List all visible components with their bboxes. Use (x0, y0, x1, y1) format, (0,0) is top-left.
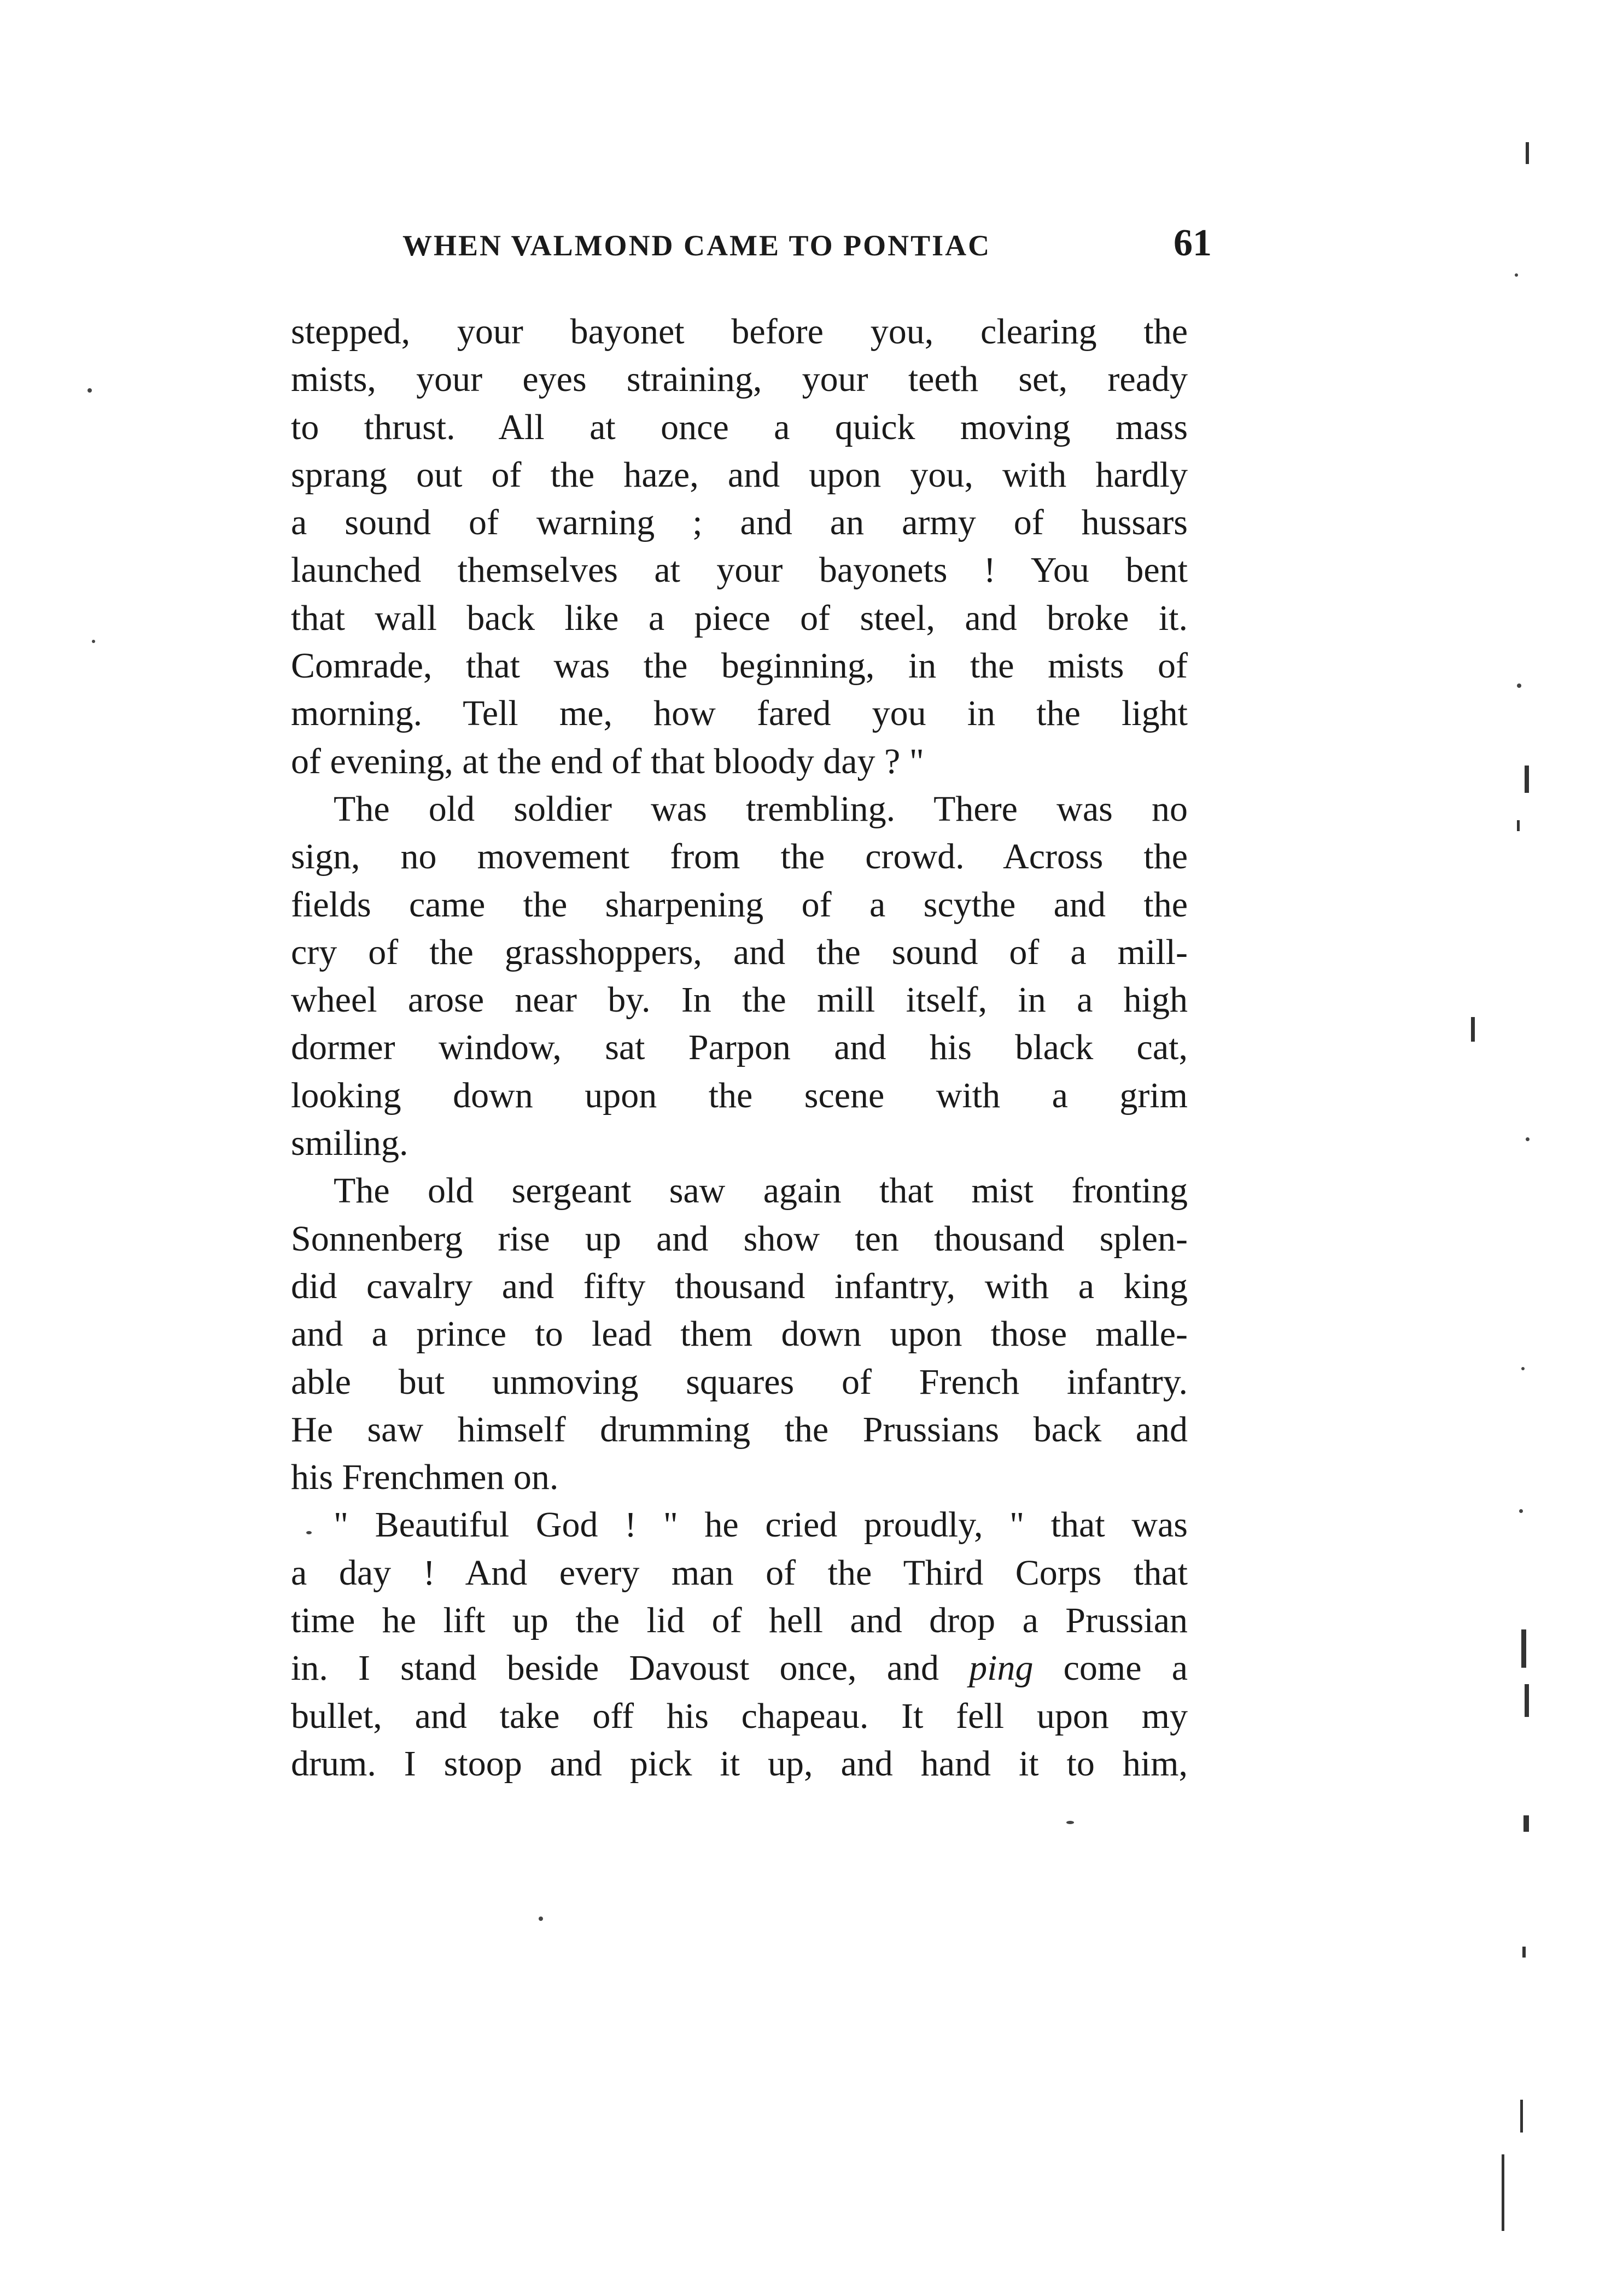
text-line-content: Sonnenberg rise up and show ten thousand splen- (291, 1218, 1188, 1259)
text-line-content: cry of the grasshoppers, and the sound of a mill- (291, 932, 1188, 972)
text-line (291, 1740, 1188, 1787)
text-line (291, 1215, 1188, 1263)
text-line (291, 1597, 1188, 1644)
scan-speck (539, 1917, 543, 1921)
scan-speck (306, 1531, 312, 1534)
text-line (291, 642, 1188, 690)
italic-word: ping (969, 1648, 1034, 1689)
text-line (291, 1119, 1188, 1167)
text-line-content: in. I stand beside Davoust once, and (291, 1648, 970, 1689)
text-line (291, 785, 1188, 833)
text-line-content: He saw himself drumming the Prussians back and (291, 1409, 1188, 1450)
text-line-content: and a prince to lead them down upon those malle- (291, 1314, 1188, 1354)
text-line-content: Comrade, that was the beginning, in the mists of (291, 646, 1188, 686)
text-line-content: that wall back like a piece of steel, and broke it. (291, 598, 1188, 638)
text-line (291, 1644, 1188, 1692)
text-line-content: morning. Tell me, how fared you in the light (291, 693, 1188, 734)
text-line-content: to thrust. All at once a quick moving mass (291, 407, 1188, 447)
text-line (291, 451, 1188, 499)
text-line-content: The old sergeant saw again that mist fronting (334, 1171, 1188, 1211)
text-line (291, 1310, 1188, 1358)
scan-margin-artifacts (1460, 109, 1558, 2242)
text-line-content: drum. I stoop and pick it up, and hand it to him, (291, 1743, 1188, 1784)
page-number: 61 (1174, 222, 1212, 264)
text-line-content: sprang out of the haze, and upon you, with hardly (291, 454, 1188, 495)
text-line-content: bullet, and take off his chapeau. It fell upon my (291, 1696, 1188, 1736)
text-line-continuation: come a (1033, 1648, 1188, 1689)
text-line-content: stepped, your bayonet before you, clearing the (291, 312, 1188, 352)
running-title: WHEN VALMOND CAME TO PONTIAC (402, 229, 991, 262)
text-line-content: " Beautiful God ! " he cried proudly, " that was (334, 1505, 1188, 1545)
text-line-content: dormer window, sat Parpon and his black cat, (291, 1027, 1188, 1068)
text-line-content: looking down upon the scene with a grim (291, 1075, 1188, 1115)
text-line (291, 833, 1188, 880)
text-line (291, 1501, 1188, 1549)
text-line-content: a day ! And every man of the Third Corps that (291, 1552, 1188, 1593)
text-line (291, 1453, 1188, 1501)
text-line (291, 1358, 1188, 1406)
text-line-content: The old soldier was trembling. There was no (334, 788, 1188, 829)
text-line (291, 308, 1188, 355)
text-line-content: sign, no movement from the crowd. Across the (291, 837, 1188, 877)
text-line (291, 1167, 1188, 1214)
text-line (291, 1549, 1188, 1597)
text-line (291, 1263, 1188, 1310)
text-line (291, 881, 1188, 928)
text-line-content: a sound of warning ; and an army of hussars (291, 503, 1188, 543)
body-text (291, 308, 1188, 1787)
text-line (291, 404, 1188, 451)
text-line-content: able but unmoving squares of French infantry. (291, 1362, 1188, 1402)
text-line (291, 1072, 1188, 1119)
text-line (291, 546, 1188, 594)
text-line (291, 928, 1188, 976)
text-line-content: mists, your eyes straining, your teeth set, ready (291, 359, 1188, 400)
scan-speck (87, 388, 92, 393)
text-line (291, 594, 1188, 642)
text-line (291, 1406, 1188, 1453)
text-line-content: wheel arose near by. In the mill itself, in a high (291, 980, 1188, 1020)
text-line (291, 690, 1188, 737)
text-line (291, 499, 1188, 546)
text-line (291, 355, 1188, 403)
text-line (291, 1024, 1188, 1071)
text-line (291, 1692, 1188, 1740)
text-line-content: fields came the sharpening of a scythe and the (291, 884, 1188, 925)
text-line-content: smiling. (291, 1123, 408, 1164)
text-line-content: did cavalry and fifty thousand infantry, with a king (291, 1266, 1188, 1306)
scan-speck (1066, 1821, 1074, 1824)
text-line-content: his Frenchmen on. (291, 1457, 559, 1498)
text-line-content: of evening, at the end of that bloody day ? " (291, 741, 924, 781)
running-head (402, 221, 1212, 276)
text-line-content: time he lift up the lid of hell and drop a Prussian (291, 1600, 1188, 1641)
text-line-content: launched themselves at your bayonets ! You bent (291, 550, 1188, 591)
text-line (291, 738, 1188, 785)
text-line (291, 976, 1188, 1024)
scan-speck (92, 640, 95, 643)
